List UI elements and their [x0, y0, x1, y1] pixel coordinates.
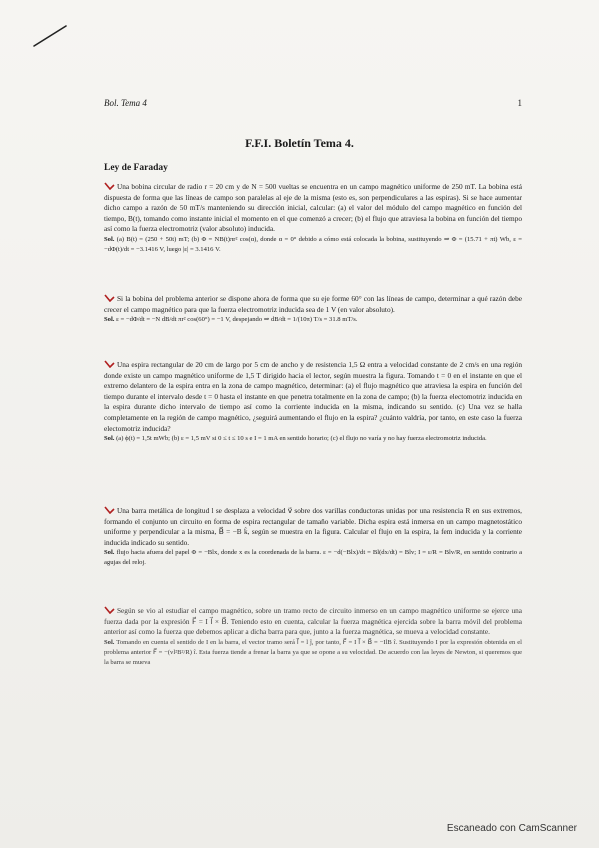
red-check-marker-icon	[104, 182, 115, 190]
problem-text: Una bobina circular de radio r = 20 cm y de N = 500 vueltas se encuentra en un campo magnético uniforme de 250 mT. La bobina está dispuesta de forma que las líneas de campo son paralelas al eje de la misma (esto es, son perpendiculares a las espiras). Si se hace aumentar dicho campo a razón de 50 mT/s manteniendo su dirección inicial, calcular: (a) el valor del módulo del campo magnético en función del tiempo, B(t), tomando como instante inicial el momento en el que comenzó a crecer; (b) el flujo que atraviesa la bobina en función del tiempo así como la fuerza electromotriz (valor absoluto) inducida.	[104, 182, 522, 234]
solution-label: Sol.	[104, 638, 115, 646]
problem-text: Si la bobina del problema anterior se dispone ahora de forma que su eje forme 60° con las líneas de campo, determinar a qué razón debe crecer el campo magnético para que la fuerza electromotriz inducida sea de 1 V (en valor absoluto).	[104, 294, 522, 314]
problem-4	[104, 506, 522, 568]
problem-2	[104, 294, 522, 325]
red-check-marker-icon	[104, 294, 115, 302]
pen-stroke-mark	[30, 22, 70, 50]
scanner-watermark: Escaneado con CamScanner	[446, 823, 577, 834]
red-check-marker-icon	[104, 606, 115, 614]
solution-label: Sol.	[104, 316, 115, 324]
solution-label: Sol.	[104, 549, 115, 557]
header-left: Bol. Tema 4	[104, 98, 147, 108]
problem-text: Una espira rectangular de 20 cm de largo por 5 cm de ancho y de resistencia 1,5 Ω entra a velocidad constante de 2 cm/s en una región donde existe un campo magnético uniforme de 1,5 T dirigido hacia el lector, según muestra la figura. Tomando t = 0 en el instante en que el extremo delantero de la espira entra en la zona de campo magnético, determinar: (a) el flujo magnético que atraviesa la espira en función del tiempo durante el intervalo desde t = 0 hasta el instante en que penetra totalmente en la zona de campo; (b) la fuerza electomotriz inducida en la espira durante dicho intervalo de tiempo así como la corriente inducida en la misma, indicando su sentido. (c) Una vez se halla completamente en la región de campo magnético, ¿seguirá aumentando el flujo en la espira? ¿cuánto valdría, por tanto, en este caso la fuerza electomotriz inducida?	[104, 360, 522, 433]
red-check-marker-icon	[104, 360, 115, 368]
document-title: F.F.I. Boletín Tema 4.	[245, 136, 354, 150]
solution-text: (a) ϕ(t) = 1,5t mWb; (b) ε = 1,5 mV si 0 ≤ t ≤ 10 s e I = 1 mA en sentido horario; (c) el flujo no varía y no hay fuerza electromotriz inducida.	[116, 435, 487, 443]
problem-1	[104, 182, 522, 255]
problem-5	[104, 606, 522, 668]
problem-text: Según se vio al estudiar el campo magnético, sobre un tramo recto de circuito inmerso en un campo magnético uniforme se ejerce una fuerza dada por la expresión F⃗ = I l⃗ × B⃗. Teniendo esto en cuenta, calcular la fuerza magnética ejercida sobre la barra móvil del problema anterior así como la fuerza que debemos aplicar a dicha barra para que, junto a la fuerza magnética, se mueva a velocidad constante.	[104, 606, 522, 637]
problem-3	[104, 360, 522, 444]
problem-text: Una barra metálica de longitud l se desplaza a velocidad v⃗ sobre dos varillas conductoras unidas por una resistencia R en sus extremos, formando el conjunto un circuito en forma de espira rectangular de tamaño variable. Dicha espira está inmersa en un campo magnetostático uniforme y perpendicular a la misma, B⃗ = −B k̂, según se muestra en la figura. Calcular el flujo en la espira, la fem inducida y la corriente inducida indicado su sentido.	[104, 506, 522, 547]
section-heading: Ley de Faraday	[104, 163, 168, 173]
page-number: 1	[517, 98, 522, 108]
solution-text: (a) B(t) = (250 + 50t) mT; (b) Φ = NB(t)πr² cos(α), donde α = 0° debido a cómo está colocada la bobina, sustituyendo ⇒ Φ = (15.71 + πt) Wb, ε = −dΦ(t)/dt = −3.1416 V, luego |ε| = 3.1416 V.	[104, 235, 522, 253]
solution-text: Tomando en cuenta el sentido de I en la barra, el vector tramo será l⃗ = l ĵ, por tanto, F⃗ = I l⃗ × B⃗ = −IlB î. Sustituyendo I por la expresión obtenida en el problema anterior F⃗ = −(vl²B²/R) î. Esta fuerza tiende a frenar la barra ya que se opone a su velocidad. De acuerdo con las leyes de Newton, si queremos que la barra se mueva	[104, 638, 522, 666]
running-header	[104, 98, 522, 108]
solution-text: flujo hacia afuera del papel Φ = −Blx, donde x es la coordenada de la barra. ε = −d(−Blx)/dt = Bl(dx/dt) = Blv; I = ε/R = Blv/R, en sentido contrario a agujas del reloj.	[104, 549, 522, 567]
solution-label: Sol.	[104, 435, 115, 443]
solution-text: ε = −dΦ/dt = −N dB/dt πr² cos(60°) = −1 V, despejando ⇒ dB/dt = 1/(10π) T/s = 31.8 mT/s.	[116, 316, 358, 324]
red-check-marker-icon	[104, 506, 115, 514]
solution-label: Sol.	[104, 235, 115, 243]
